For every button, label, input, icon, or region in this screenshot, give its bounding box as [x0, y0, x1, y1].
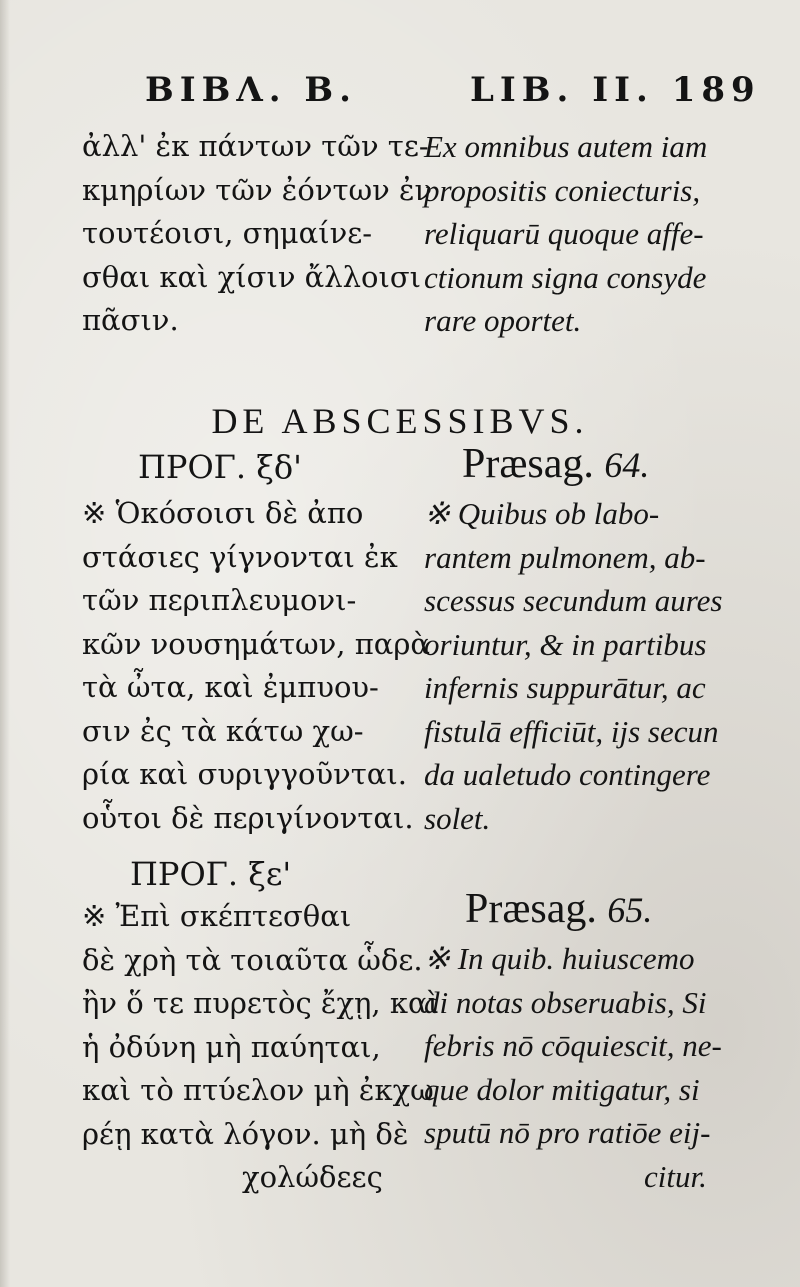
page-edge-shadow [0, 0, 10, 1287]
latin-line: Ex omnibus autem iam [424, 129, 708, 164]
greek-line: καὶ τὸ πτύελον μὴ ἐκχω [82, 1073, 434, 1107]
latin-line: citur. [644, 1158, 707, 1194]
section-title: DE ABSCESSIBVS. [211, 401, 589, 441]
greek-line: τῶν περιπλευμονι- [82, 583, 357, 617]
greek-line: κῶν νουσημάτων, παρὰ [82, 626, 430, 661]
praesag-number: 65. [607, 890, 653, 930]
greek-line: σιν ἐς τὰ κάτω χω- [82, 713, 364, 748]
latin-line: rantem pulmonem, ab- [424, 539, 706, 575]
latin-line: que dolor mitigatur, si [424, 1071, 700, 1107]
block2-latin-column [424, 492, 784, 840]
block1-latin-column [424, 125, 784, 343]
greek-line: τὰ ὦτα, καὶ ἐμπυου- [82, 670, 379, 704]
praesag-number: 64. [604, 445, 650, 485]
latin-line: fistulā efficiūt, ijs secun [424, 713, 719, 749]
greek-line: οὗτοι δὲ περιγίνονται. [82, 800, 414, 835]
block3-latin-column [424, 937, 784, 1198]
greek-line: ρία καὶ συριγγοῦνται. [82, 757, 407, 791]
latin-line: ※ In quib. huiuscemo [424, 941, 695, 976]
block3-latin-heading [465, 885, 652, 933]
latin-line: scessus secundum aures [424, 583, 723, 618]
block1-greek-column [82, 125, 433, 343]
greek-line: δὲ χρὴ τὰ τοιαῦτα ὧδε. [82, 942, 423, 977]
latin-line: infernis suppurātur, ac [424, 670, 706, 705]
greek-line: ※ Ὁκόσοισι δὲ ἀπο [82, 496, 364, 530]
running-header [0, 70, 800, 120]
greek-line: τουτέοισι, σημαίνε- [82, 216, 373, 250]
latin-line: reliquarū quoque affe- [424, 216, 704, 251]
latin-line: ※ Quibus ob labo- [424, 496, 660, 531]
latin-line: da ualetudo contingere [424, 757, 711, 792]
latin-line: propositis coniecturis, [424, 172, 701, 208]
latin-line: di notas obseruabis, Si [424, 984, 707, 1020]
greek-line: ἡ ὀδύνη μὴ παύηται, [82, 1029, 381, 1064]
block2-latin-heading [462, 440, 649, 488]
block3-greek-column [82, 895, 439, 1200]
praesag-label: Præsag. [462, 441, 594, 487]
latin-line: febris nō cōquiescit, ne- [424, 1028, 722, 1063]
greek-line: σθαι καὶ χίσιν ἄλλοισι [82, 259, 422, 294]
block3-greek-heading: ΠΡΟΓ. ξε' [130, 855, 292, 893]
block2-greek-column [82, 492, 430, 840]
greek-line: ρέῃ κατὰ λόγον. μὴ δὲ [82, 1116, 409, 1151]
greek-line: στάσιες γίγνονται ἐκ [82, 539, 398, 574]
latin-line: ctionum signa consyde [424, 259, 707, 295]
greek-line: ※ Ἐπὶ σκέπτεσθαι [82, 899, 352, 933]
greek-line: πᾶσιν. [82, 303, 179, 337]
greek-line: ἢν ὅ τε πυρετὸς ἔχῃ, καὶ [82, 986, 439, 1020]
greek-line: ἀλλ' ἐκ πάντων τῶν τε- [82, 129, 429, 163]
block2-greek-heading: ΠΡΟΓ. ξδ' [138, 448, 302, 486]
latin-line: oriuntur, & in partibus [424, 626, 707, 662]
latin-line: sputū nō pro ratiōe eij- [424, 1115, 711, 1150]
latin-line: rare oportet. [424, 303, 582, 338]
praesag-label: Præsag. [465, 886, 597, 932]
latin-line: solet. [424, 800, 491, 836]
greek-line: κμηρίων τῶν ἐόντων ἐν [82, 172, 433, 207]
header-greek-book: BIBΛ. B. [145, 70, 358, 110]
header-latin-book-page: LIB. II. 189 [470, 70, 761, 110]
greek-line: χολώδεες [242, 1160, 383, 1194]
